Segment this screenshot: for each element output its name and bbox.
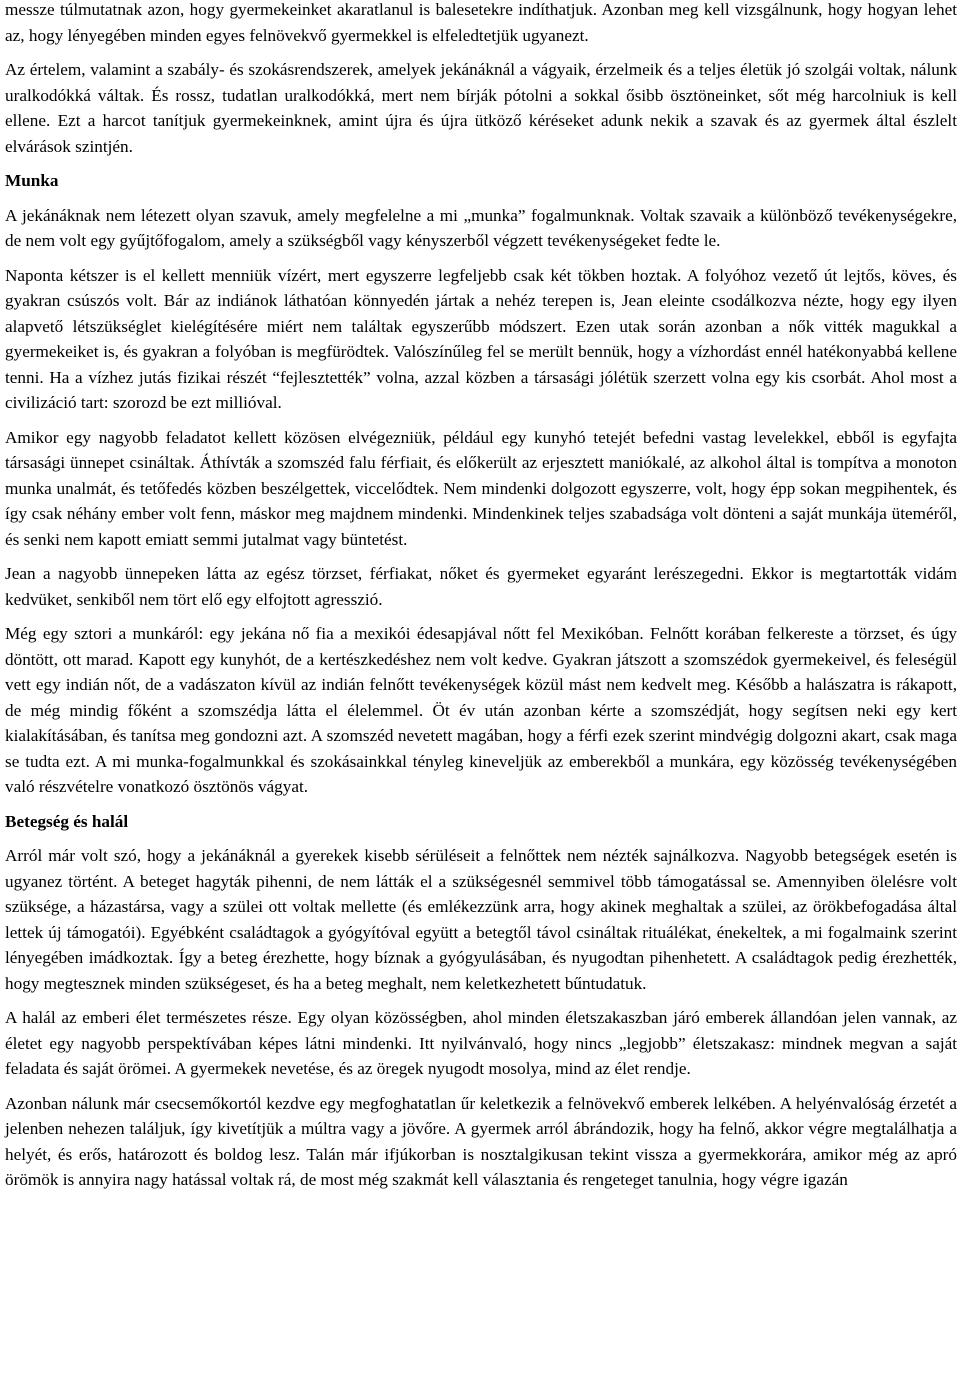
paragraph: Még egy sztori a munkáról: egy jekána nő fia a mexikói édesapjával nőtt fel Mexikóban. Felnőtt korában felkereste a törzset, és úgy döntött, ott marad. Kapott egy kunyhót, de a kertészkedéshez nem volt kedve. Gyakran játszott a szomszédok gyermekeivel, és feleségül vett egy indián nőt, de a vadászaton kívül az indián felnőtt tevékenységek közül mást nem kedvelt meg. Később a halászatra is rákapott, de még mindig főként a szomszédja látta el élelemmel. Öt év után azonban kérte a szomszédját, hogy segítsen neki egy kert kialakításában, és tanítsa meg gondozni azt. A szomszéd nevetett magában, hogy a férfi ezek szerint mindvégig dolgozni akart, csak maga se tudta ezt. A mi munka-fogalmunkkal és szokásainkkal tényleg kineveljük az emberekből a munkára, egy közösség tevékenységében való részvételre vonatkozó ösztönös vágyat.	[5, 624, 957, 796]
paragraph: Azonban nálunk már csecsemőkortól kezdve egy megfoghatatlan űr keletkezik a felnövekvő emberek lelkében. A helyénvalóság érzetét a jelenben nehezen találjuk, így kivetítjük a múltra vagy a jövőre. A gyermek arról ábrándozik, hogy ha felnő, akkor végre megtalálhatja a helyét, és erős, határozott és boldog lesz. Talán már ifjúkorban is nosztalgikusan tekint vissza a gyermekkorára, amikor még az apró örömök is annyira nagy hatással voltak rá, de most még szakmát kell választania és rengeteget tanulnia, hogy végre igazán	[5, 1093, 957, 1189]
paragraph: Naponta kétszer is el kellett menniük vízért, mert egyszerre legfeljebb csak két tökben hoztak. A folyóhoz vezető út lejtős, köves, és gyakran csúszós volt. Bár az indiánok láthatóan könnyedén jártak a nehéz terepen is, Jean eleinte csodálkozva nézte, hogy egy ilyen alapvető létszükséglet kielégítésére miért nem találtak egyszerűbb módszert. Ezen utak során azonban a nők vitték magukkal a gyermekeiket is, és gyakran a folyóban is megfürödtek. Valószínűleg fel se merült bennük, hogy a vízhordást ennél hatékonyabbá kellene tenni. Ha a vízhez jutás fizikai részét “fejlesztették” volna, azzal közben a társasági jólétük szerzett volna egy kis csorbát. Ahol most a civilizáció tart: szorozd be ezt millióval.	[5, 265, 957, 412]
paragraph: Az értelem, valamint a szabály- és szokásrendszerek, amelyek jekánáknál a vágyaik, érzelmeik és a teljes életük jó szolgái voltak, nálunk uralkodókká váltak. És rossz, tudatlan uralkodókká, mert nem bírják pótolni a sokkal ősibb ösztöneinket, sőt még harcolniuk is kell ellene. Ezt a harcot tanítjuk gyermekeinknek, amint újra és újra ütköző kéréseket adunk nekik a szavak és az gyermek által észlelt elvárások szintjén.	[5, 60, 957, 156]
paragraph: Amikor egy nagyobb feladatot kellett közösen elvégezniük, például egy kunyhó tetejét befedni vastag levelekkel, ebből is egyfajta társasági ünnepet csináltak. Áthívták a szomszéd falu férfiait, és előkerült az erjesztett maniókalé, az alkohol által is tompítva a monoton munka unalmát, és tetőfedés közben beszélgettek, viccelődtek. Nem mindenki dolgozott egyszerre, volt, hogy épp sokan megpihentek, és így csak néhány ember volt fenn, máskor meg majdnem mindenki. Mindenkinek teljes szabadsága volt dönteni a saját munkája üteméről, és senki nem kapott emiatt semmi jutalmat vagy büntetést.	[5, 427, 957, 549]
paragraph: Arról már volt szó, hogy a jekánáknál a gyerekek kisebb sérüléseit a felnőttek nem nézték sajnálkozva. Nagyobb betegségek esetén is ugyanez történt. A beteget hagyták pihenni, de nem látták el a szükségesnél semmivel több támogatással se. Amennyiben ölelésre volt szüksége, a házastársa, vagy a szülei ott voltak mellette (és emlékezzünk arra, hogy akinek meghaltak a szülei, az örökbefogadása által lettek új támogatói). Egyébként családtagok a gyógyítóval együtt a betegtől távol csináltak rituálékat, énekeltek, a mi fogalmaink szerint lényegében imádkoztak. Így a beteg érezhette, hogy bíznak a gyógyulásában, és nyugodtan pihenhetett. A családtagok pedig érezhették, hogy megtesznek minden szükségeset, és ha a beteg meghalt, nem keletkezhetett bűntudatuk.	[5, 846, 957, 993]
section-heading-betegseg-es-halal: Betegség és halál	[5, 811, 129, 831]
paragraph: A halál az emberi élet természetes része. Egy olyan közösségben, ahol minden életszakaszban járó emberek állandóan jelen vannak, az életet egy nagyobb perspektívában képes látni mindenki. Itt nyilvánvaló, hogy nincs „legjobb” életszakasz: mindnek megvan a saját feladata és saját örömei. A gyermekek nevetése, és az öregek nyugodt mosolya, mind az élet rendje.	[5, 1008, 957, 1078]
paragraph: Jean a nagyobb ünnepeken látta az egész törzset, férfiakat, nőket és gyermeket egyaránt lerészegedni. Ekkor is megtartották vidám kedvüket, senkiből nem tört elő egy elfojtott agresszió.	[5, 564, 957, 609]
paragraph: messze túlmutatnak azon, hogy gyermekeinket akaratlanul is balesetekre indíthatjuk. Azonban meg kell vizsgálnunk, hogy hogyan lehet az, hogy lényegében minden egyes felnövekvő gyermekkel is elfeledtetjük ugyanezt.	[5, 0, 957, 45]
document-body	[5, 0, 957, 1202]
paragraph: A jekánáknak nem létezett olyan szavuk, amely megfelelne a mi „munka” fogalmunknak. Voltak szavaik a különböző tevékenységekre, de nem volt egy gyűjtőfogalom, amely a szükségből vagy kényszerből végzett tevékenységeket fedte le.	[5, 205, 957, 250]
section-heading-munka: Munka	[5, 171, 59, 190]
